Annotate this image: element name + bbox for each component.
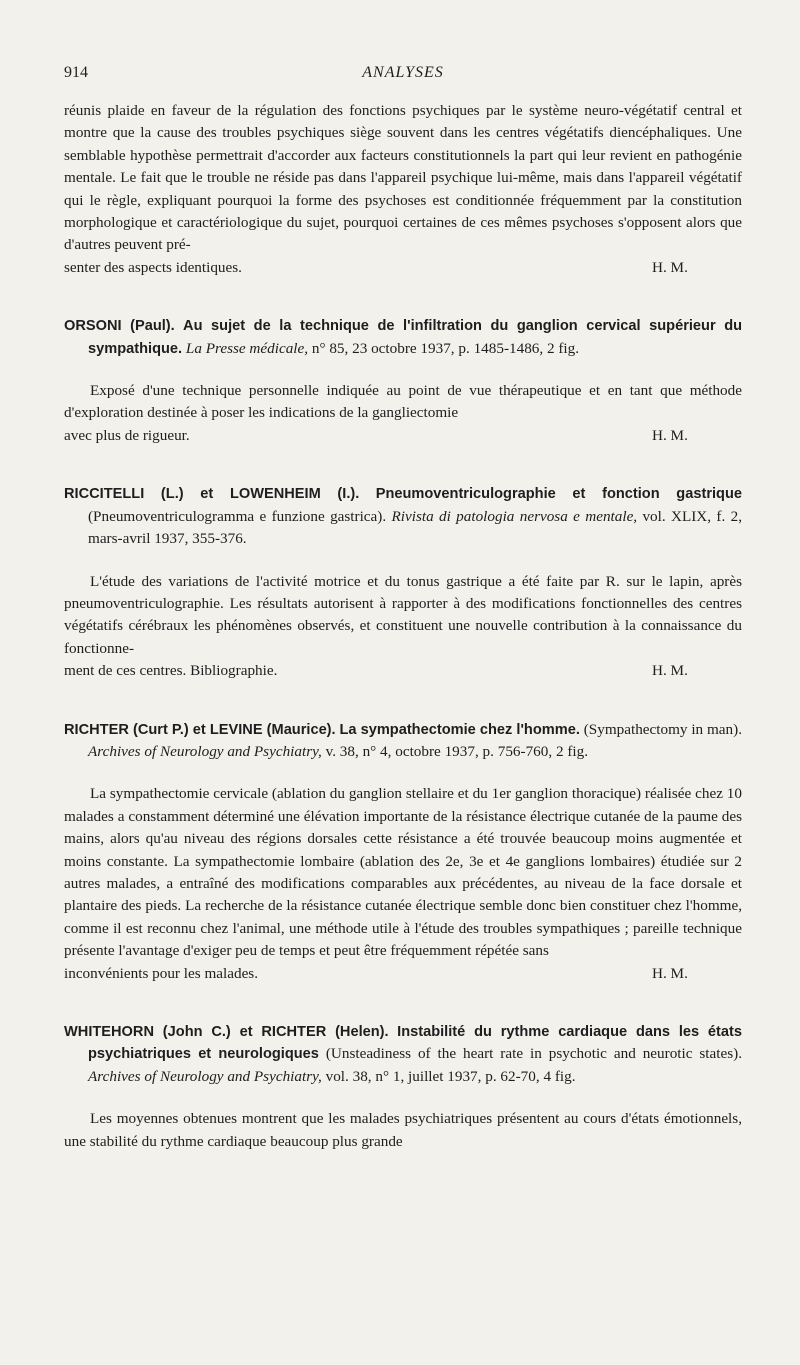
reviewer-initials: H. M. [652, 426, 688, 444]
citation [64, 483, 742, 550]
summary: L'étude des variations de l'activité motrice et du tonus gastrique a été faite par R. sur le lapin, après pneumoventriculographie. Les résultats autorisent à rapporter à des modifications fonctionnelles des centres végétatifs cérébraux les phénomènes observés, et constituent une nouvelle contribution à la connaissance du fonctionne- [64, 572, 742, 657]
article-title: Pneumoventriculographie et fonction gastrique [375, 486, 742, 503]
citation-details: n° 85, 23 octobre 1937, p. 1485-1486, 2 fig. [311, 339, 580, 357]
journal-name: Archives of Neurology and Psychiatry, [88, 742, 322, 760]
author: WHITEHORN (John C.) et RICHTER (Helen). [64, 1024, 389, 1040]
article-body [64, 100, 742, 1153]
signature-line [64, 963, 742, 985]
closing-text: senter des aspects identiques. [64, 258, 242, 276]
citation-details: vol. XLIX, f. 2, mars-avril 1937, 355-376. [88, 507, 742, 548]
closing-text: ment de ces centres. Bibliographie. [64, 662, 278, 680]
closing-text: avec plus de rigueur. [64, 426, 190, 444]
reviewer-initials: H. M. [652, 258, 688, 276]
review-entry-richter-levine [64, 719, 742, 985]
original-title: (Sympathectomy in man). [583, 720, 742, 738]
citation [64, 719, 742, 764]
signature-line [64, 660, 742, 682]
summary: Exposé d'une technique personnelle indiquée au point de vue thérapeutique et en tant que méthode d'exploration destinée à poser les indications de la gangliectomie [64, 382, 742, 422]
review-entry-riccitelli [64, 483, 742, 682]
continuation-paragraph: réunis plaide en faveur de la régulation des fonctions psychiques par le système neuro-végétatif central et montre que la cause des troubles psychiques siège souvent dans les centres végétatifs diencéphaliques. Une semblable hypothèse permettrait d'accorder aux facteurs constitutionnels la part qui leur revient en pathogénie mentale. Le fait que le trouble ne réside pas dans l'appareil psychique lui-même, mais dans l'appareil végétatif qui le règle, expliquant pourquoi la forme des psychoses est conditionnée fréquemment par la constitution morphologique et caractériologique du sujet, pourquoi certaines de ces mêmes psychoses s'opposent alors que d'autres peuvent pré- [64, 102, 742, 254]
citation [64, 1021, 742, 1088]
author: RICHTER (Curt P.) et LEVINE (Maurice). [64, 721, 336, 738]
article-title: Au sujet de la technique de l'infiltration du ganglion cervical supérieur du sympathique. [88, 318, 743, 357]
reviewer-initials: H. M. [652, 662, 688, 680]
article-title: Instabilité du rythme cardiaque dans les états psychiatriques et neurologiques [88, 1024, 742, 1063]
original-title: (Unsteadiness of the heart rate in psychotic and neurotic states). [325, 1045, 742, 1063]
original-title: (Pneumoventriculogramma e funzione gastrica). [88, 507, 387, 525]
journal-name: La Presse médicale, [185, 339, 309, 357]
journal-name: Archives of Neurology and Psychiatry, [88, 1067, 322, 1085]
running-title: ANALYSES [362, 64, 444, 81]
review-entry-orsoni [64, 315, 742, 447]
journal-name: Rivista di patologia nervosa e mentale, [391, 507, 638, 525]
summary: Les moyennes obtenues montrent que les malades psychiatriques présentent au cours d'états émotionnels, une stabilité du rythme cardiaque beaucoup plus grande [64, 1110, 742, 1150]
citation [64, 315, 742, 360]
page-number: 914 [64, 64, 88, 81]
review-entry-whitehorn-richter [64, 1021, 742, 1153]
closing-text: inconvénients pour les malades. [64, 964, 259, 982]
citation-details: v. 38, n° 4, octobre 1937, p. 756-760, 2 fig. [325, 742, 589, 760]
running-header [64, 64, 742, 86]
signature-line [64, 257, 742, 279]
author: RICCITELLI (L.) et LOWENHEIM (I.). [64, 486, 360, 503]
reviewer-initials: H. M. [652, 964, 688, 982]
summary: La sympathectomie cervicale (ablation du ganglion stellaire et du 1er ganglion thoracique) réalisée chez 10 malades a constamment déterminé une élévation importante de la résistance électrique cutanée de la paume des mains, alors qu'au niveau des régions dorsales cette résistance a été trouvée beaucoup moins augmentée et moins constante. La sympathectomie lombaire (ablation des 2e, 3e et 4e ganglions lombaires) étudiée sur 2 autres malades, a entraîné des modifications comparables aux précédentes, au niveau de la face dorsale et plantaire des pieds. La recherche de la résistance cutanée électrique semble donc bien constituer chez l'homme, comme il est reconnu chez l'animal, une méthode utile à l'étude des troubles sympathiques ; pareille technique présente l'avantage d'exiger peu de temps et peut être fréquemment répétée sans [64, 785, 742, 960]
author: ORSONI (Paul). [64, 318, 175, 335]
article-title: La sympathectomie chez l'homme. [339, 721, 580, 738]
citation-details: vol. 38, n° 1, juillet 1937, p. 62-70, 4 fig. [325, 1067, 576, 1085]
signature-line [64, 425, 742, 447]
